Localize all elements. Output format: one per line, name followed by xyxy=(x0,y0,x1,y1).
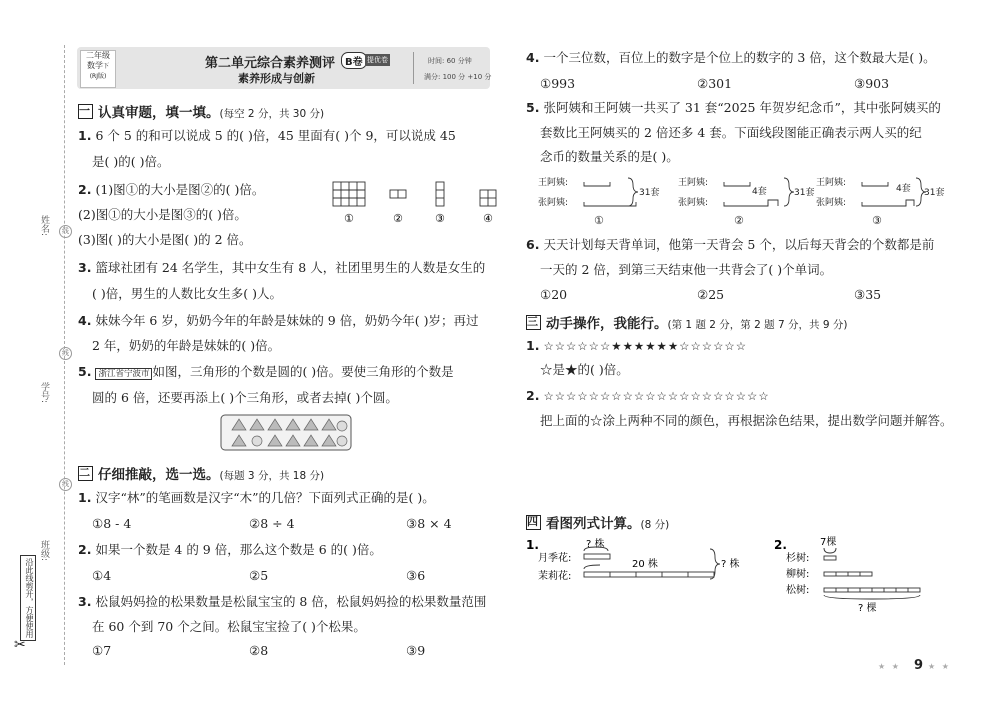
q-text: 如图，三角形的个数是圆的( )倍。要使三角形的个数是 xyxy=(152,364,454,379)
section-number: 三 xyxy=(527,315,538,328)
q-text: 妹妹今年 6 岁，奶奶今年的年龄是妹妹的 9 倍，奶奶今年( )岁；再过 xyxy=(95,313,479,328)
total-label: ? 株 xyxy=(721,559,740,570)
time-text: 时间: 60 分钟 xyxy=(428,57,472,65)
section-4-note: (8 分) xyxy=(640,519,670,531)
option[interactable]: ①4 xyxy=(92,568,112,583)
score-text: 满分: 100 分 +10 分 xyxy=(424,73,492,81)
tag-level: 提优卷 xyxy=(367,56,388,64)
row2-label: 柳树: xyxy=(786,569,810,580)
zhang-label: 张阿姨: xyxy=(538,198,569,208)
q-text: 6 个 5 的和可以说成 5 的( )倍，45 里面有( )个 9，可以说成 45 xyxy=(95,128,456,143)
question-1-1-line2: 是( )的( )倍。 xyxy=(92,154,170,169)
question-1-4-line1 xyxy=(78,313,478,329)
qnum: 1. xyxy=(78,490,92,505)
term-text: 下 xyxy=(102,63,109,70)
question-2-5-line3: 念币的数量关系的是( )。 xyxy=(540,149,679,164)
row2-label: 茉莉花: xyxy=(538,571,572,582)
qnum: 6. xyxy=(526,237,540,252)
figure-4 xyxy=(480,190,496,206)
segment-diagrams xyxy=(538,172,948,230)
total-label: 31套 xyxy=(794,188,815,198)
number-label: 学号: xyxy=(39,382,49,404)
q-text: 汉字“林”的笔画数是汉字“木”的几倍？下面列式正确的是( )。 xyxy=(95,490,435,505)
middle-label: 20 株 xyxy=(632,559,658,570)
option[interactable]: ③35 xyxy=(854,287,882,302)
extra-label: 4套 xyxy=(752,187,767,197)
qnum: 5. xyxy=(78,364,92,379)
option[interactable]: ③8 × 4 xyxy=(406,516,452,531)
option[interactable]: ②8 xyxy=(249,643,269,658)
section-number: 二 xyxy=(79,466,90,479)
section-2-title: 仔细推敲，选一选。 xyxy=(98,467,220,483)
question-2-3-line1 xyxy=(78,594,486,610)
row1-label: 月季花: xyxy=(538,553,572,564)
q-text: (1)图①的大小是图②的( )倍。 xyxy=(95,182,265,197)
section-2-heading xyxy=(78,463,324,483)
figure-4-2 xyxy=(772,535,952,615)
page-title: 第二单元综合素养测评 xyxy=(205,56,336,71)
section-number: 一 xyxy=(79,104,90,117)
name-label: 姓名: xyxy=(39,215,49,237)
grid-figures xyxy=(330,178,510,228)
star-row: ☆☆☆☆☆☆★★★★★★☆☆☆☆☆☆ xyxy=(543,339,748,353)
question-1-2-line3: (3)图( )的大小是图( )的 2 倍。 xyxy=(78,232,252,247)
footer-stars-left: ★ ★ xyxy=(878,662,901,671)
question-3-1-text: ☆是★的( )倍。 xyxy=(540,362,629,377)
subject-text: 数学 xyxy=(86,61,103,70)
grade-box xyxy=(80,50,116,88)
svg-text:2.: 2. xyxy=(774,538,787,552)
option[interactable]: ③9 xyxy=(406,643,426,658)
bottom-label: ? 棵 xyxy=(858,603,877,614)
section-number-box xyxy=(78,466,93,481)
q-text: 松鼠妈妈捡的松果数量是松鼠宝宝的 8 倍，松鼠妈妈捡的松果数量范围 xyxy=(95,594,487,609)
question-1-5-line1 xyxy=(78,364,454,382)
option[interactable]: ①993 xyxy=(540,76,576,91)
top-label: 7棵 xyxy=(820,537,837,548)
section-number-box xyxy=(78,104,93,119)
qnum: 2. xyxy=(526,388,540,403)
diagram-label: ① xyxy=(594,214,604,227)
qnum: 1. xyxy=(78,128,92,143)
figure-label: ④ xyxy=(483,212,493,225)
extra-label: 4套 xyxy=(896,184,911,194)
q-text: 天天计划每天背单词，他第一天背会 5 个，以后每天背会的个数都是前 xyxy=(543,237,935,252)
section-1-note: (每空 2 分，共 30 分) xyxy=(219,108,325,120)
section-number-box xyxy=(526,315,541,330)
total-label: 31套 xyxy=(639,188,660,198)
grade-text: 二年级 xyxy=(86,51,110,60)
page-number: 9 xyxy=(914,658,924,673)
top-label: ? 株 xyxy=(586,539,605,550)
figure-4-1 xyxy=(524,535,754,595)
tag-b: B卷 xyxy=(341,52,367,69)
question-2-1 xyxy=(78,490,435,506)
region-tag: 浙江省宁波市 xyxy=(95,368,152,380)
section-3-title: 动手操作，我能行。 xyxy=(546,316,668,332)
subject-line xyxy=(81,61,115,72)
wang-label: 王阿姨: xyxy=(816,178,847,188)
question-1-3-line1 xyxy=(78,260,485,276)
edition-text: (RJ版) xyxy=(89,73,107,80)
svg-text:1.: 1. xyxy=(526,538,539,552)
figure-2 xyxy=(390,190,406,198)
section-number-box xyxy=(526,515,541,530)
option[interactable]: ②8 ÷ 4 xyxy=(249,516,295,531)
option[interactable]: ③903 xyxy=(854,76,890,91)
qnum: 2. xyxy=(78,182,92,197)
question-1-3-line2: ( )倍，男生的人数比女生多( )人。 xyxy=(92,286,282,301)
section-number: 四 xyxy=(527,515,538,528)
diagram-label: ③ xyxy=(872,214,882,227)
star-row: ☆☆☆☆☆☆☆☆☆☆☆☆☆☆☆☆☆☆☆☆ xyxy=(543,389,770,403)
qnum: 2. xyxy=(78,542,92,557)
question-1-4-line2: 2 年，奶奶的年龄是妹妹的( )倍。 xyxy=(92,338,281,353)
figure-label: ② xyxy=(393,212,403,225)
class-label: 班级: xyxy=(39,540,49,562)
question-3-2-stars xyxy=(526,388,770,404)
section-3-note: (第 1 题 2 分，第 2 题 7 分，共 9 分) xyxy=(667,319,848,331)
question-1-2-line1 xyxy=(78,182,264,198)
row1-label: 杉树: xyxy=(786,553,810,564)
question-2-3-line2: 在 60 个到 70 个之间。松鼠宝宝捡了( )个松果。 xyxy=(92,619,366,634)
row3-label: 松树: xyxy=(786,585,810,596)
q-text: 篮球社团有 24 名学生，其中女生有 8 人，社团里男生的人数是女生的 xyxy=(95,260,486,275)
shapes-figure xyxy=(220,414,352,452)
figure-label: ③ xyxy=(435,212,445,225)
question-2-6-line1 xyxy=(526,237,934,253)
option[interactable]: ②5 xyxy=(249,568,269,583)
wang-label: 王阿姨: xyxy=(678,178,709,188)
section-3-heading xyxy=(526,312,847,332)
question-1-5-line2: 圆的 6 倍，还要再添上( )个三角形，或者去掉( )个圆。 xyxy=(92,390,398,405)
q-text: 张阿姨和王阿姨一共买了 31 套“2025 年贺岁纪念币”，其中张阿姨买的 xyxy=(543,100,941,115)
section-4-title: 看图列式计算。 xyxy=(546,516,641,532)
page-subtitle: 素养形成与创新 xyxy=(238,72,315,85)
figure-3 xyxy=(436,182,444,206)
figure-label: ① xyxy=(344,212,354,225)
total-label: 31套 xyxy=(924,188,945,198)
question-2-6-line2: 一天的 2 倍，到第三天结束他一共背会了( )个单词。 xyxy=(540,262,833,277)
line-circle: 线 xyxy=(59,225,72,238)
header-divider xyxy=(413,52,414,84)
wang-label: 王阿姨: xyxy=(538,178,569,188)
line-circle: 线 xyxy=(59,347,72,360)
q-text: 如果一个数是 4 的 9 倍，那么这个数是 6 的( )倍。 xyxy=(95,542,382,557)
option[interactable]: ①8 - 4 xyxy=(92,516,132,531)
question-1-2-line2: (2)图①的大小是图③的( )倍。 xyxy=(78,207,247,222)
option[interactable]: ①7 xyxy=(92,643,112,658)
qnum: 3. xyxy=(78,594,92,609)
zhang-label: 张阿姨: xyxy=(678,198,709,208)
section-4-heading xyxy=(526,512,669,532)
zhang-label: 张阿姨: xyxy=(816,198,847,208)
option[interactable]: ②301 xyxy=(697,76,733,91)
qnum: 5. xyxy=(526,100,540,115)
line-circle: 线 xyxy=(59,478,72,491)
qnum: 3. xyxy=(78,260,92,275)
footer-stars-right: ★ ★ xyxy=(928,662,951,671)
option[interactable]: ③6 xyxy=(406,568,426,583)
option[interactable]: ①20 xyxy=(540,287,568,302)
option[interactable]: ②25 xyxy=(697,287,725,302)
question-2-5-line2: 套数比王阿姨买的 2 倍还多 4 套。下面线段图能正确表示两人买的纪 xyxy=(540,125,922,140)
qnum: 4. xyxy=(78,313,92,328)
question-2-5-line1 xyxy=(526,100,941,116)
question-3-2-text: 把上面的☆涂上两种不同的颜色，再根据涂色结果，提出数学问题并解答。 xyxy=(540,413,953,428)
section-1-title: 认真审题，填一填。 xyxy=(98,105,220,121)
question-2-4 xyxy=(526,50,936,66)
section-2-note: (每题 3 分，共 18 分) xyxy=(219,470,325,482)
question-2-2 xyxy=(78,542,382,558)
figure-1 xyxy=(333,182,365,206)
question-1-1-line1 xyxy=(78,128,456,144)
diagram-label: ② xyxy=(734,214,744,227)
section-1-heading xyxy=(78,101,324,121)
qnum: 1. xyxy=(526,338,540,353)
qnum: 4. xyxy=(526,50,540,65)
cut-seal: 沿此线剪开，方便使用 xyxy=(20,555,36,641)
question-3-1-stars xyxy=(526,338,747,354)
scissors-icon: ✂ xyxy=(14,637,26,653)
q-text: 一个三位数，百位上的数字是个位上的数字的 3 倍，这个数最大是( )。 xyxy=(543,50,936,65)
